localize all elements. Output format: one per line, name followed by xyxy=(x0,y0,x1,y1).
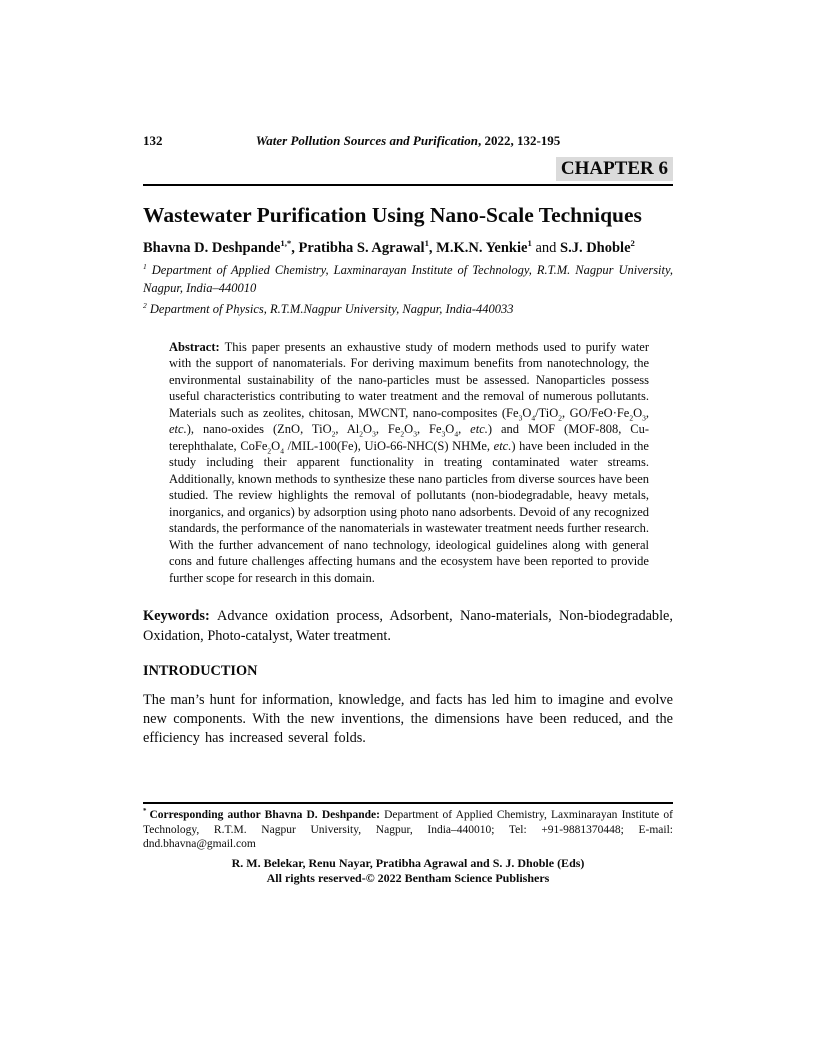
journal-citation: Water Pollution Sources and Purification, 2022, 132-195 xyxy=(255,133,561,148)
corresponding-author-note: * Corresponding author Bhavna D. Deshpande: Department of Applied Chemistry, Laxminarayan Institute of Technology, R.T.M. Nagpur University, Nagpur, India–440010; Tel: +91-9881370448; E-mail: dnd.bhavna@gmail.com xyxy=(143,808,673,850)
introduction-paragraph: The man’s hunt for information, knowledge, and facts has led him to imagine and evolve new components. With the new inventions, the dimensions have been reduced, and the efficiency has increased several folds. xyxy=(143,692,673,746)
affiliation-1: $^1$ Department of Applied Chemistry, Laxminarayan Institute of Technology, R.T.M. Nagpur University, Nagpur, India–440010 xyxy=(143,261,673,295)
abstract-paragraph: Abstract: This paper presents an exhaustive study of modern methods used to purify water with the support of nanomaterials. For deriving maximum benefits from nanotechnology, the environmental sustainability of the nano-particles must be assessed. Nanoparticles possess useful characteristics contributing to water treatment and the removal of numerous pollutants. Materials such as zeolites, chitosan, MWCNT, nano-composites ($Fe_3O_4/TiO_2$, $GO/FeO\cdot Fe_2O_3$, etc.), nano-oxides (ZnO, TiO$_2$, $Al_2O_3$, $Fe_2O_3$, $Fe_3O_4$, etc.) and MOF (MOF-808, Cu-terephthalate, $CoFe_2O_4$ /MIL-100(Fe), UiO-66-NHC(S) NHMe, etc.) have been included in the study including their apparent functionality in treating contaminated water streams. Additionally, known methods to synthesize these nano particles from diverse sources have been studied. The review highlights the removal of pollutants (non-biodegradable, heavy metals, inorganics, and organics) by adsorption using photo nano adsorbents. Devoid of any recognized standards, the performance of the nanomaterials in wastewater treatment needs further research. With the further advancement of nano technology, ideological guidelines along with general cons and future challenges affecting humans and the ecosystem have been reported to provide further scope for research in this domain. xyxy=(169,339,650,585)
chapter-title: Wastewater Purification Using Nano-Scale Techniques xyxy=(143,203,642,227)
footnote-block xyxy=(143,802,673,852)
page-number: 132 xyxy=(143,133,163,148)
keywords-line: Keywords: Advance oxidation process, Adsorbent, Nano-materials, Non-biodegradable, Oxidation, Photo-catalyst, Water treatment. xyxy=(143,608,673,644)
chapter-badge: CHAPTER 6 xyxy=(556,157,673,181)
chapter-banner xyxy=(143,157,673,186)
publisher-block xyxy=(143,856,673,885)
affiliation-2: $^2$ Department of Physics, R.T.M.Nagpur University, Nagpur, India-440033 xyxy=(143,300,514,316)
authors-line: Bhavna D. Deshpande$^{1,*}$, Pratibha S. Agrawal$^1$, M.K.N. Yenkie$^1$ and S.J. Dhoble$^2$ xyxy=(143,238,635,256)
section-heading-introduction: INTRODUCTION xyxy=(143,663,258,679)
editors-line: R. M. Belekar, Renu Nayar, Pratibha Agrawal and S. J. Dhoble (Eds) xyxy=(231,856,585,870)
copyright-line: All rights reserved-© 2022 Bentham Science Publishers xyxy=(266,870,550,885)
running-head xyxy=(143,133,673,149)
